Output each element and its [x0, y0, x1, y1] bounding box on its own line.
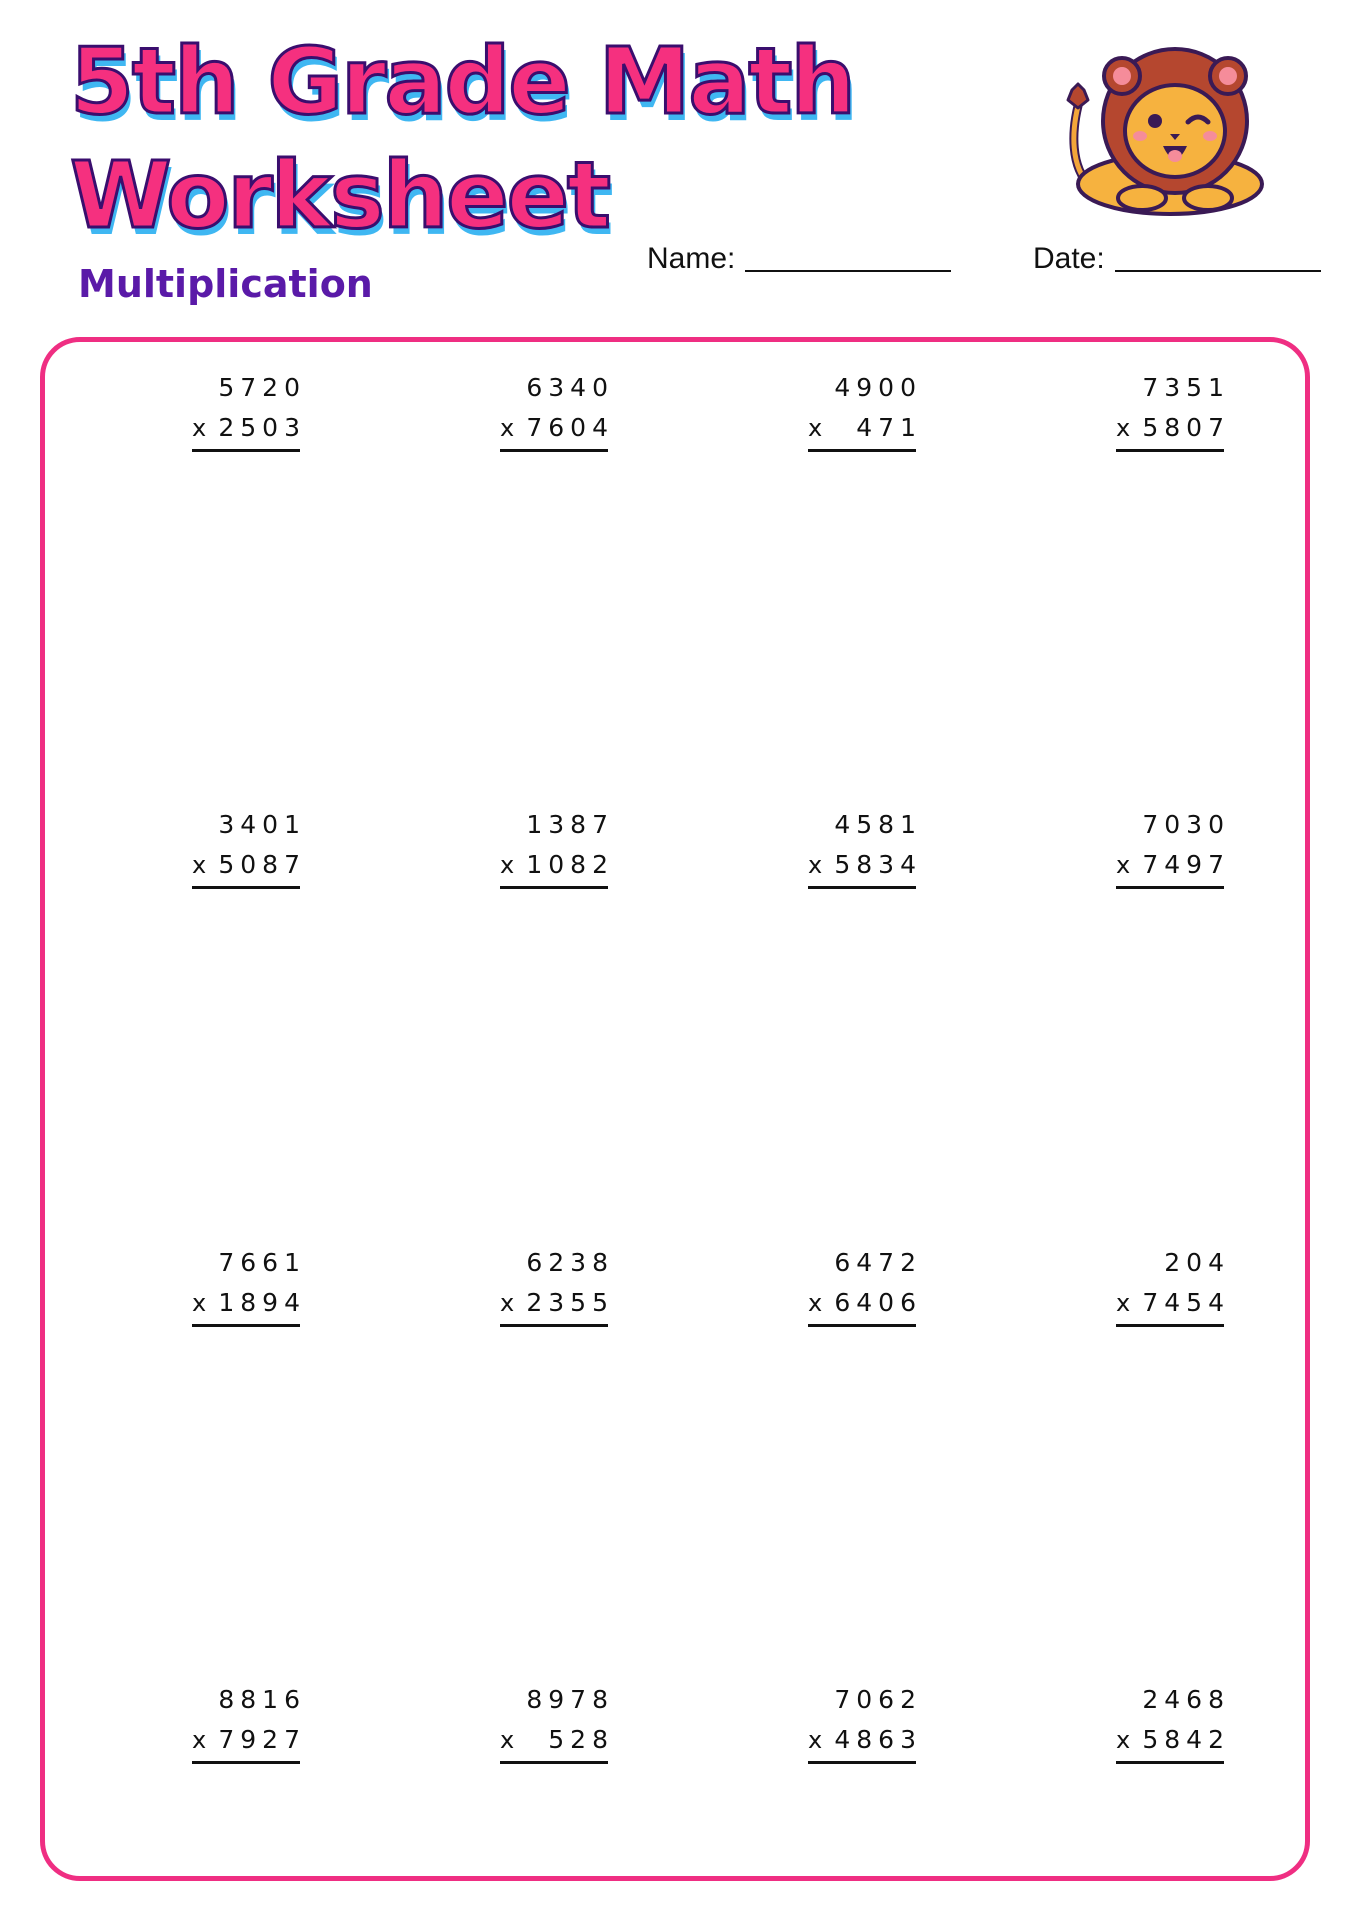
multiplier-row	[192, 845, 306, 885]
multiplicand: 8816	[218, 1685, 306, 1714]
multiplier-row	[192, 1283, 306, 1323]
times-sign: x	[1116, 414, 1131, 442]
times-sign: x	[1116, 1726, 1131, 1754]
multiplier: 7454	[1142, 1288, 1230, 1317]
multiplicand: 204	[1164, 1248, 1230, 1277]
multiplier: 6406	[834, 1288, 922, 1317]
problems-frame	[40, 337, 1310, 1881]
multiplier: 2355	[526, 1288, 614, 1317]
times-sign: x	[500, 851, 515, 879]
multiplication-problem	[192, 805, 306, 889]
multiplier-row	[500, 408, 614, 448]
name-blank-line[interactable]	[745, 270, 951, 272]
multiplicand: 4581	[834, 810, 922, 839]
multiplication-problem	[808, 368, 922, 452]
answer-rule	[1116, 886, 1224, 889]
name-field[interactable]	[647, 234, 951, 276]
multiplier-row	[808, 1283, 922, 1323]
multiplication-problem	[1116, 368, 1230, 452]
multiplicand: 6472	[834, 1248, 922, 1277]
multiplier-row	[500, 1283, 614, 1323]
multiplier: 5087	[218, 850, 306, 879]
answer-rule	[808, 449, 916, 452]
answer-rule	[192, 449, 300, 452]
answer-rule	[500, 449, 608, 452]
multiplier-row	[500, 1720, 614, 1760]
multiplicand: 2468	[1142, 1685, 1230, 1714]
worksheet-title-line-1: 5th Grade Math	[70, 28, 854, 135]
multiplication-problem	[500, 805, 614, 889]
multiplier-row	[1116, 1720, 1230, 1760]
multiplication-problem	[808, 805, 922, 889]
multiplicand: 7661	[218, 1248, 306, 1277]
answer-rule	[500, 1761, 608, 1764]
multiplication-problem	[500, 368, 614, 452]
multiplier: 471	[856, 413, 922, 442]
multiplicand: 6340	[526, 373, 614, 402]
multiplication-problem	[500, 1680, 614, 1764]
multiplication-problem	[500, 1243, 614, 1327]
multiplier: 2503	[218, 413, 306, 442]
multiplier-row	[808, 1720, 922, 1760]
times-sign: x	[192, 1726, 207, 1754]
answer-rule	[192, 1324, 300, 1327]
multiplicand: 5720	[218, 373, 306, 402]
multiplier-row	[500, 845, 614, 885]
times-sign: x	[192, 414, 207, 442]
times-sign: x	[500, 1289, 515, 1317]
multiplier-row	[1116, 408, 1230, 448]
times-sign: x	[192, 1289, 207, 1317]
multiplier: 7497	[1142, 850, 1230, 879]
answer-rule	[500, 1324, 608, 1327]
multiplication-problem	[192, 1680, 306, 1764]
multiplier-row	[808, 845, 922, 885]
date-field[interactable]	[1033, 234, 1321, 276]
times-sign: x	[1116, 1289, 1131, 1317]
worksheet-subtitle: Multiplication	[78, 262, 373, 306]
times-sign: x	[1116, 851, 1131, 879]
answer-rule	[192, 886, 300, 889]
date-label: Date:	[1033, 242, 1105, 275]
times-sign: x	[500, 414, 515, 442]
multiplier-row	[1116, 1283, 1230, 1323]
multiplication-problem	[192, 368, 306, 452]
multiplication-problem	[1116, 805, 1230, 889]
multiplier-row	[192, 408, 306, 448]
times-sign: x	[808, 414, 823, 442]
multiplication-problem	[1116, 1680, 1230, 1764]
name-label: Name:	[647, 242, 736, 275]
multiplication-problem	[192, 1243, 306, 1327]
multiplicand: 7351	[1142, 373, 1230, 402]
multiplication-problem	[1116, 1243, 1230, 1327]
answer-rule	[808, 1324, 916, 1327]
multiplier: 4863	[834, 1725, 922, 1754]
multiplicand: 1387	[526, 810, 614, 839]
multiplier: 1894	[218, 1288, 306, 1317]
answer-rule	[500, 886, 608, 889]
multiplier: 7927	[218, 1725, 306, 1754]
answer-rule	[1116, 1324, 1224, 1327]
answer-rule	[192, 1761, 300, 1764]
multiplicand: 6238	[526, 1248, 614, 1277]
multiplication-problem	[808, 1680, 922, 1764]
times-sign: x	[192, 851, 207, 879]
multiplicand: 3401	[218, 810, 306, 839]
multiplier-row	[808, 408, 922, 448]
answer-rule	[1116, 449, 1224, 452]
answer-rule	[808, 886, 916, 889]
answer-rule	[1116, 1761, 1224, 1764]
times-sign: x	[500, 1726, 515, 1754]
date-blank-line[interactable]	[1115, 270, 1321, 272]
multiplier: 5842	[1142, 1725, 1230, 1754]
worksheet-title-line-2: Worksheet	[70, 142, 609, 249]
multiplication-problem	[808, 1243, 922, 1327]
times-sign: x	[808, 1726, 823, 1754]
multiplier: 5807	[1142, 413, 1230, 442]
times-sign: x	[808, 851, 823, 879]
answer-rule	[808, 1761, 916, 1764]
times-sign: x	[808, 1289, 823, 1317]
multiplier: 528	[548, 1725, 614, 1754]
multiplicand: 7030	[1142, 810, 1230, 839]
multiplicand: 8978	[526, 1685, 614, 1714]
multiplicand: 4900	[834, 373, 922, 402]
multiplier: 1082	[526, 850, 614, 879]
multiplier: 7604	[526, 413, 614, 442]
multiplier: 5834	[834, 850, 922, 879]
multiplier-row	[1116, 845, 1230, 885]
multiplicand: 7062	[834, 1685, 922, 1714]
lion-mascot-icon	[1030, 36, 1282, 216]
multiplier-row	[192, 1720, 306, 1760]
